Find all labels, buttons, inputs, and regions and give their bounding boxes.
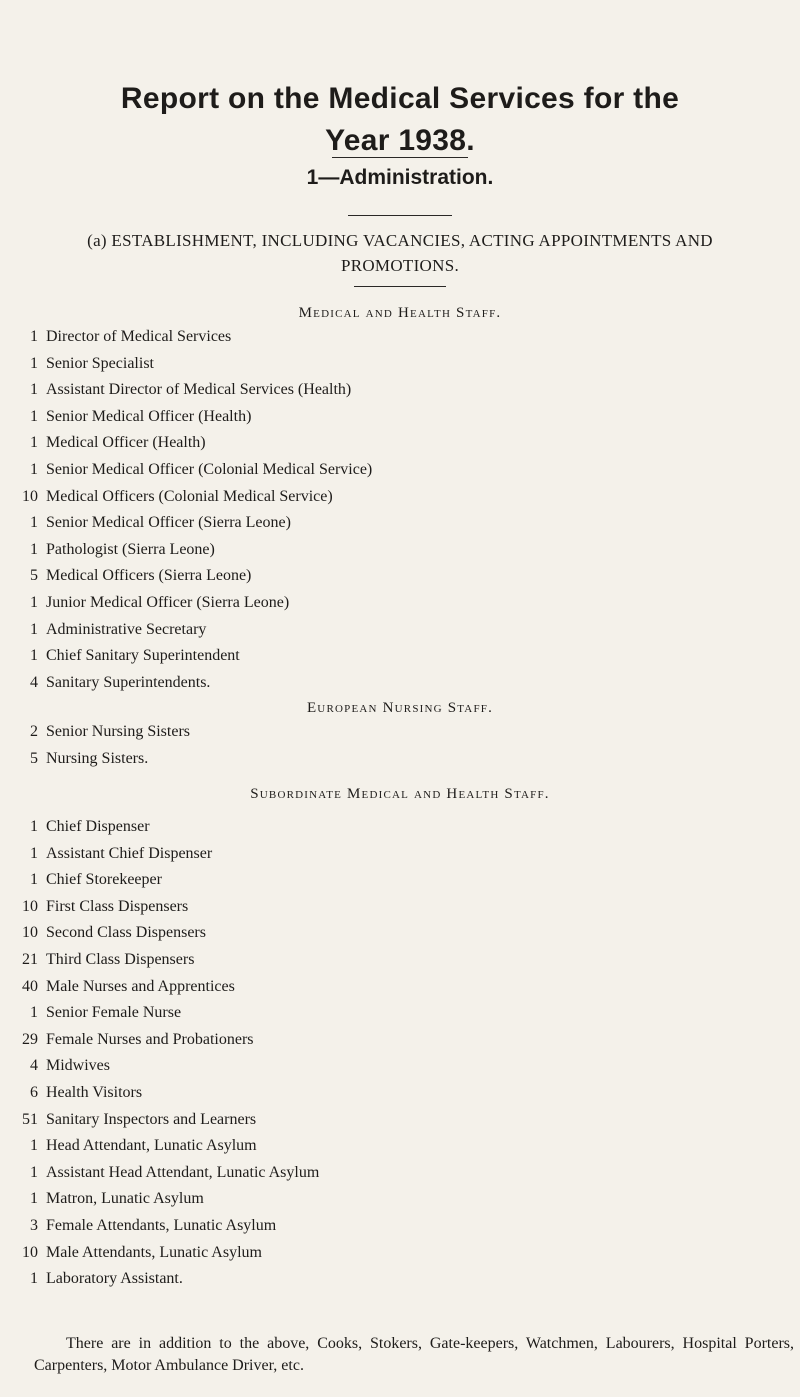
section-heading: 1—Administration. [306,166,494,189]
list-item [0,351,800,378]
list-item [0,1107,800,1134]
item-count: 4 [30,1057,38,1075]
item-count: 6 [30,1083,38,1101]
item-count: 1 [30,1163,38,1181]
item-label: Senior Female Nurse [46,1004,182,1022]
item-count: 1 [30,1270,38,1288]
list-item [0,484,800,511]
item-count: 3 [30,1216,38,1234]
list-medical-health-staff [0,324,800,696]
item-count: 4 [30,673,38,691]
list-item [0,643,800,670]
item-count: 10 [22,897,38,915]
list-item [0,920,800,947]
item-label: Administrative Secretary [46,620,207,638]
item-count: 1 [30,514,38,532]
item-label: Male Attendants, Lunatic Asylum [46,1243,262,1261]
item-count: 1 [30,1004,38,1022]
item-label: Senior Medical Officer (Colonial Medical Service) [46,460,373,478]
list-item [0,457,800,484]
item-count: 21 [22,950,38,968]
item-count: 1 [30,407,38,425]
list-item [0,841,800,868]
item-label: Male Nurses and Apprentices [46,977,235,995]
item-count: 1 [30,620,38,638]
list-item [0,1080,800,1107]
item-count: 1 [30,328,38,345]
list-item [0,510,800,537]
item-count: 1 [30,540,38,558]
list-item [0,1160,800,1187]
item-label: Chief Dispenser [46,818,150,835]
item-label: Health Visitors [46,1083,143,1101]
divider [354,286,446,287]
item-count: 51 [22,1110,38,1128]
item-label: Female Nurses and Probationers [46,1030,254,1048]
item-count: 1 [30,460,38,478]
item-count: 1 [30,871,38,889]
item-label: Medical Officers (Sierra Leone) [46,567,252,585]
item-count: 1 [30,434,38,452]
item-count: 1 [30,354,38,372]
item-label: Sanitary Inspectors and Learners [46,1110,257,1128]
item-count: 1 [30,381,38,399]
list-item [0,1133,800,1160]
item-count: 1 [30,593,38,611]
list-item [0,377,800,404]
item-label: Chief Sanitary Superintendent [46,647,240,665]
list-item [0,719,800,746]
item-label: Senior Medical Officer (Health) [46,407,252,425]
list-item [0,1213,800,1240]
item-count: 1 [30,1190,38,1208]
item-label: Midwives [46,1057,110,1075]
item-label: Senior Medical Officer (Sierra Leone) [46,514,291,532]
list-item [0,430,800,457]
divider [332,157,468,158]
item-label: Medical Officers (Colonial Medical Service) [46,487,333,505]
item-count: 1 [30,647,38,665]
item-label: Assistant Head Attendant, Lunatic Asylum [46,1163,320,1181]
list-item [0,1053,800,1080]
item-label: Sanitary Superintendents. [46,673,211,691]
item-label: Nursing Sisters. [46,749,149,767]
item-label: Third Class Dispensers [46,950,195,968]
list-item [0,563,800,590]
item-label: Laboratory Assistant. [46,1270,183,1288]
item-count: 10 [22,1243,38,1261]
item-count: 29 [22,1030,38,1048]
list-european-nursing-staff [0,719,800,772]
item-label: Assistant Director of Medical Services (Health) [46,381,352,399]
group-title-european-nursing-staff: European Nursing Staff. [306,700,494,716]
item-label: Assistant Chief Dispenser [46,844,213,862]
list-item [0,324,800,351]
title-line-2: Year 1938. [325,124,475,157]
item-count: 1 [30,844,38,862]
item-label: Chief Storekeeper [46,871,162,889]
item-count: 5 [30,749,38,767]
divider [348,215,452,216]
item-label: Head Attendant, Lunatic Asylum [46,1137,257,1155]
list-item [0,1186,800,1213]
item-count: 40 [22,977,38,995]
list-subordinate-staff [0,814,800,1293]
list-item [0,537,800,564]
page-title [0,78,800,162]
list-item [0,894,800,921]
additional-staff-note: There are in addition to the above, Cooks, Stokers, Gate-keepers, Watchmen, Labourers, Hospital Porters, Carpenters, Motor Ambulance Driver, etc. [34,1335,794,1374]
item-count: 1 [30,1137,38,1155]
item-label: Junior Medical Officer (Sierra Leone) [46,593,290,611]
item-label: Senior Specialist [46,354,154,372]
item-label: Female Attendants, Lunatic Asylum [46,1216,277,1234]
list-item [0,814,800,841]
list-item [0,617,800,644]
item-count: 10 [22,924,38,942]
item-count: 5 [30,567,38,585]
item-count: 10 [22,487,38,505]
list-item [0,404,800,431]
list-item [0,867,800,894]
subheading: (a) ESTABLISHMENT, INCLUDING VACANCIES, ACTING APPOINTMENTS AND PROMOTIONS. [87,231,713,275]
item-label: Medical Officer (Health) [46,434,206,452]
item-label: First Class Dispensers [46,897,189,915]
list-item [0,974,800,1001]
group-title-medical-health-staff: Medical and Health Staff. [298,305,502,321]
list-item [0,670,800,697]
item-label: Senior Nursing Sisters [46,723,190,740]
item-label: Second Class Dispensers [46,924,206,942]
list-item [0,947,800,974]
list-item [0,590,800,617]
item-label: Matron, Lunatic Asylum [46,1190,204,1208]
title-line-1: Report on the Medical Services for the [120,82,680,115]
item-count: 2 [30,723,38,740]
group-title-subordinate-staff: Subordinate Medical and Health Staff. [250,786,550,802]
item-label: Director of Medical Services [46,328,232,345]
list-item [0,1266,800,1293]
list-item [0,746,800,773]
item-count: 1 [30,818,38,835]
list-item [0,1240,800,1267]
list-item [0,1000,800,1027]
list-item [0,1027,800,1054]
item-label: Pathologist (Sierra Leone) [46,540,215,558]
